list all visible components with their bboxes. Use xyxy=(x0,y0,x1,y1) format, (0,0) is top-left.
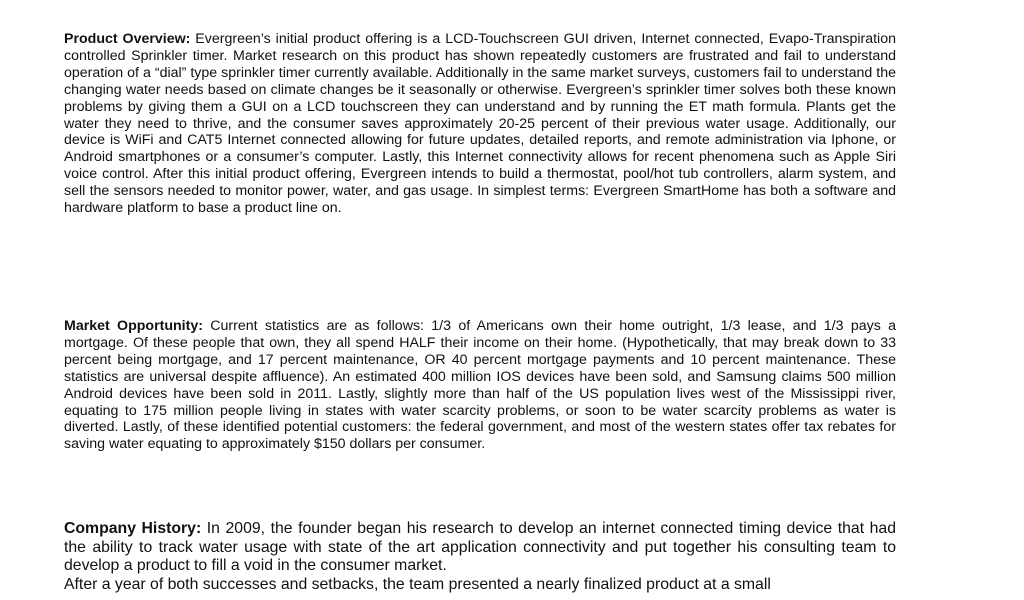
product-overview-heading: Product Overview: xyxy=(64,31,191,47)
product-overview-text: Evergreen’s initial product offering is a LCD-Touchscreen GUI driven, Internet connected, Evapo-Transpiration controlled Sprinkler timer. Market research on this product has shown repeatedly customers are frustrated and fail to understand operation of a “dial” type sprinkler timer currently available. Additionally in the same market surveys, customers fail to understand the changing water needs based on climate changes be it seasonally or otherwise. Evergreen’s sprinkler timer solves both these known problems by giving them a GUI on a LCD touchscreen they can understand and by running the ET math formula. Plants get the water they need to thrive, and the consumer saves approximately 20-25 percent of their previous water usage. Additionally, our device is WiFi and CAT5 Internet connected allowing for future updates, detailed reports, and remote administration via Iphone, or Android smartphones or a consumer’s computer. Lastly, this Internet connectivity allows for recent phenomena such as Apple Siri voice control. After this initial product offering, Evergreen intends to build a thermostat, pool/hot tub controllers, alarm system, and sell the sensors needed to monitor power, water, and gas usage. In simplest terms: Evergreen SmartHome has both a software and hardware platform to base a product line on. xyxy=(64,31,896,217)
company-history-heading: Company History: xyxy=(64,520,202,537)
company-history-text: In 2009, the founder began his research to develop an internet connected timing device that had the ability to track water usage with state of the art application connectivity and put together his consulting team to develop a product to fill a void in the consumer market. xyxy=(64,520,896,575)
market-opportunity-heading: Market Opportunity: xyxy=(64,318,203,334)
company-history-paragraph xyxy=(64,520,896,594)
product-overview-paragraph xyxy=(64,31,896,217)
company-history-continuation: After a year of both successes and setbacks, the team presented a nearly finalized product at a small xyxy=(64,575,771,593)
market-opportunity-text: Current statistics are as follows: 1/3 of Americans own their home outright, 1/3 lease, and 1/3 pays a mortgage. Of these people that own, they all spend HALF their income on their home. (Hypothetically, that may break down to 33 percent being mortgage, and 17 percent maintenance, OR 40 percent mortgage payments and 10 percent maintenance. These statistics are universal despite affluence). An estimated 400 million IOS devices have been sold, and Samsung claims 500 million Android devices have been sold in 2011. Lastly, slightly more than half of the US population lives west of the Mississippi river, equating to 175 million people living in states with water scarcity problems, or soon to be water scarcity problems as water is diverted. Lastly, of these identified potential customers: the federal government, and most of the western states offer tax rebates for saving water equating to approximately $150 dollars per consumer. xyxy=(64,318,896,453)
market-opportunity-paragraph xyxy=(64,318,896,453)
